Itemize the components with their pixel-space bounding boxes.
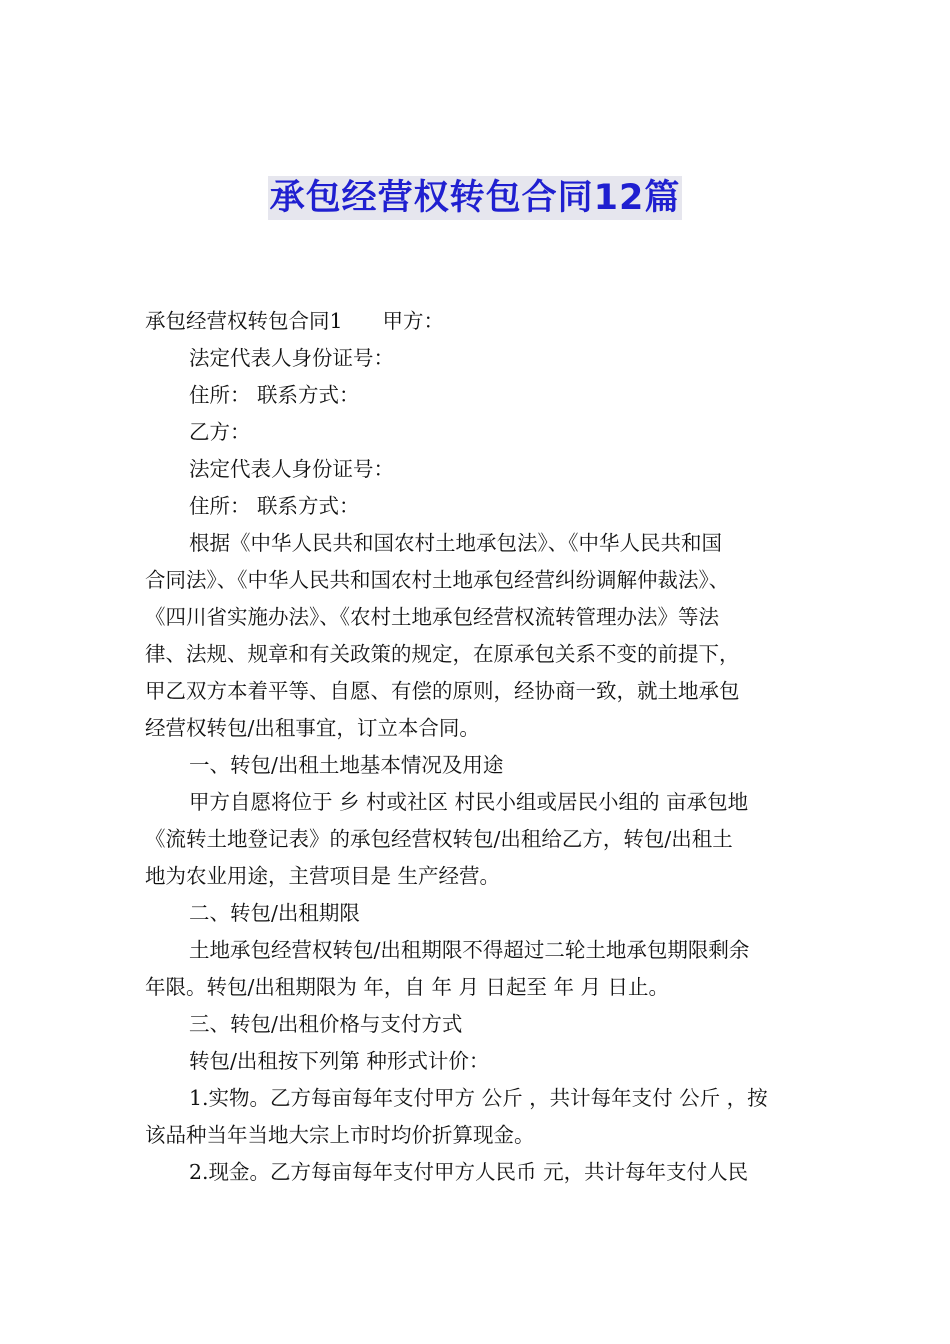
- paragraph-line: 《四川省实施办法》、《农村土地承包经营权流转管理办法》等法: [145, 605, 719, 629]
- document-body: [145, 303, 810, 1191]
- paragraph-line: 1.实物。乙方每亩每年支付甲方 公斤 ，共计每年支付 公斤 ，按: [189, 1086, 768, 1110]
- contract-heading: 承包经营权转包合同1: [145, 309, 343, 333]
- contract-heading-line: [145, 303, 810, 340]
- section-heading: 二、转包/出租期限: [189, 901, 360, 925]
- paragraph-line: 合同法》、《中华人民共和国农村土地承包经营纠纷调解仲裁法》、: [145, 568, 730, 592]
- paragraph-line: 土地承包经营权转包/出租期限不得超过二轮土地承包期限剩余: [189, 938, 750, 962]
- paragraph-line: 住所： 联系方式：: [189, 494, 360, 518]
- paragraph-line: 住所： 联系方式：: [189, 383, 360, 407]
- title-container: [0, 176, 950, 220]
- paragraph-line: 法定代表人身份证号：: [189, 346, 394, 370]
- paragraph-line: 该品种当年当地大宗上市时均价折算现金。: [145, 1123, 535, 1147]
- paragraph-line: 2.现金。乙方每亩每年支付甲方人民币 元，共计每年支付人民: [189, 1160, 749, 1184]
- paragraph-line: 根据《中华人民共和国农村土地承包法》、《中华人民共和国: [189, 531, 722, 555]
- paragraph-line: 年限。转包/出租期限为 年，自 年 月 日起至 年 月 日止。: [145, 975, 670, 999]
- paragraph-line: 《流转土地登记表》的承包经营权转包/出租给乙方，转包/出租土: [145, 827, 733, 851]
- paragraph-line: 乙方：: [189, 420, 251, 444]
- paragraph-line: 转包/出租按下列第 种形式计价：: [189, 1049, 490, 1073]
- paragraph-line: 地为农业用途，主营项目是 生产经营。: [145, 864, 501, 888]
- section-heading: 一、转包/出租土地基本情况及用途: [189, 753, 504, 777]
- paragraph-line: 律、法规、规章和有关政策的规定，在原承包关系不变的前提下，: [145, 642, 740, 666]
- paragraph-line: 法定代表人身份证号：: [189, 457, 394, 481]
- paragraph-line: 甲方自愿将位于 乡 村或社区 村民小组或居民小组的 亩承包地: [189, 790, 749, 814]
- paragraph-line: 经营权转包/出租事宜，订立本合同。: [145, 716, 480, 740]
- party-a-label: 甲方：: [382, 309, 445, 333]
- paragraph-line: 甲乙双方本着平等、自愿、有偿的原则，经协商一致，就土地承包: [145, 679, 740, 703]
- section-heading: 三、转包/出租价格与支付方式: [189, 1012, 463, 1036]
- document-title: 承包经营权转包合同12篇: [269, 178, 681, 218]
